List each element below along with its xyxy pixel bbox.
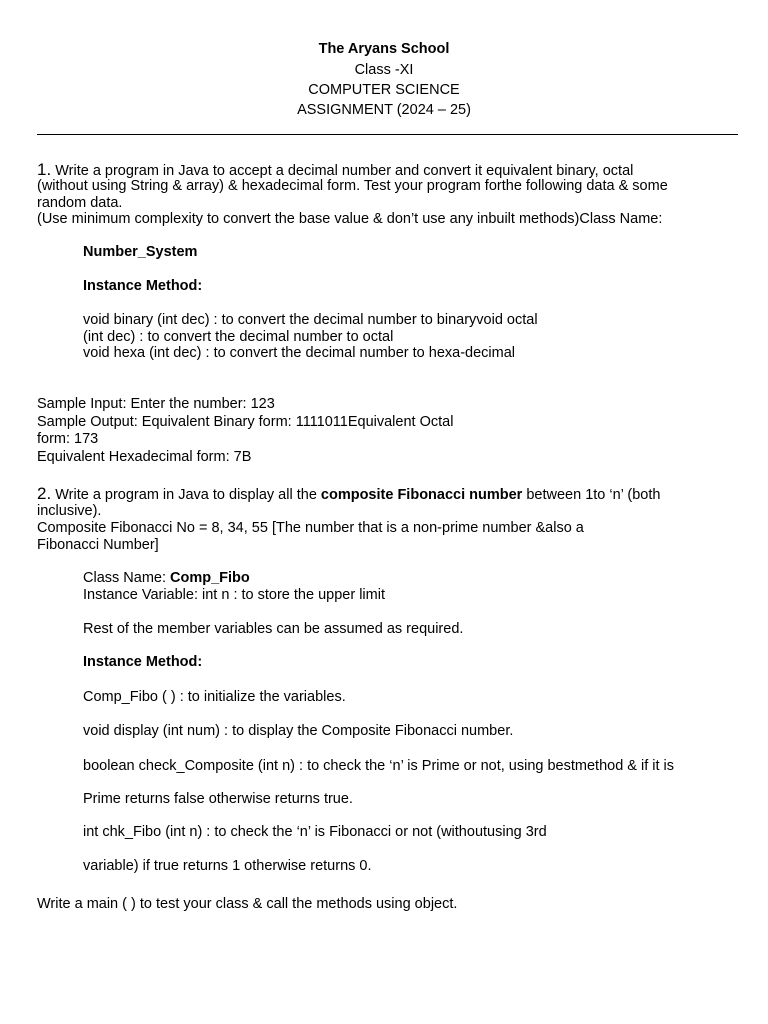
q2-rest-variables: Rest of the member variables can be assumed as required. <box>83 621 464 637</box>
question-1-line-3: random data. <box>37 195 123 211</box>
q1-class-name: Number_System <box>83 244 198 260</box>
q1-sample-output-1: Sample Output: Equivalent Binary form: 1111011Equivalent Octal <box>37 414 454 430</box>
q2-constructor: Comp_Fibo ( ) : to initialize the variables. <box>83 689 346 705</box>
question-2-text-post: between 1to ‘n’ (both <box>522 487 661 503</box>
q1-sample-output-2: form: 173 <box>37 431 99 447</box>
question-2-line-2: inclusive). <box>37 503 102 519</box>
q1-method-3: void hexa (int dec) : to convert the decimal number to hexa-decimal <box>83 345 515 361</box>
question-2-line-3: Composite Fibonacci No = 8, 34, 55 [The number that is a non-prime number &also a <box>37 520 584 536</box>
q2-chk-fibo-1: int chk_Fibo (int n) : to check the ‘n’ is Fibonacci or not (withoutusing 3rd <box>83 824 547 840</box>
q2-class-label: Class Name: <box>83 570 171 586</box>
footer-instruction: Write a main ( ) to test your class & call the methods using object. <box>37 896 458 912</box>
question-1-number: 1. <box>37 160 52 179</box>
class-title: Class -XI <box>354 62 414 78</box>
q1-sample-output-3: Equivalent Hexadecimal form: 7B <box>37 449 252 465</box>
question-1-line-4: (Use minimum complexity to convert the base value & don’t use any inbuilt methods)Class Name: <box>37 211 663 227</box>
q1-method-2: (int dec) : to convert the decimal number to octal <box>83 329 394 345</box>
q1-instance-method-heading: Instance Method: <box>83 278 203 294</box>
q2-check-composite-1: boolean check_Composite (int n) : to check the ‘n’ is Prime or not, using bestmethod & if it is <box>83 758 675 774</box>
q1-sample-input: Sample Input: Enter the number: 123 <box>37 396 275 412</box>
question-2-text-pre: Write a program in Java to display all the <box>55 487 321 503</box>
q1-method-1: void binary (int dec) : to convert the decimal number to binaryvoid octal <box>83 312 538 328</box>
q2-instance-method-heading: Instance Method: <box>83 654 203 670</box>
q2-display-method: void display (int num) : to display the Composite Fibonacci number. <box>83 723 514 739</box>
question-1-line-2: (without using String & array) & hexadecimal form. Test your program forthe following data & some <box>37 178 668 194</box>
q2-class-line <box>83 570 250 587</box>
q2-class-name: Comp_Fibo <box>170 570 250 586</box>
question-2-line-1 <box>37 485 660 504</box>
assignment-title: ASSIGNMENT (2024 – 25) <box>297 102 471 118</box>
question-1-text: Write a program in Java to accept a decimal number and convert it equivalent binary, octal <box>55 163 634 179</box>
q2-check-composite-2: Prime returns false otherwise returns true. <box>83 791 353 807</box>
q2-chk-fibo-2: variable) if true returns 1 otherwise returns 0. <box>83 858 372 874</box>
question-2-number: 2. <box>37 484 52 503</box>
school-name: The Aryans School <box>318 41 450 57</box>
header-divider <box>37 134 738 135</box>
q2-instance-variable: Instance Variable: int n : to store the upper limit <box>83 587 385 603</box>
subject-title: COMPUTER SCIENCE <box>308 82 460 98</box>
question-2-line-4: Fibonacci Number] <box>37 537 159 553</box>
question-2-text-bold: composite Fibonacci number <box>320 487 523 503</box>
